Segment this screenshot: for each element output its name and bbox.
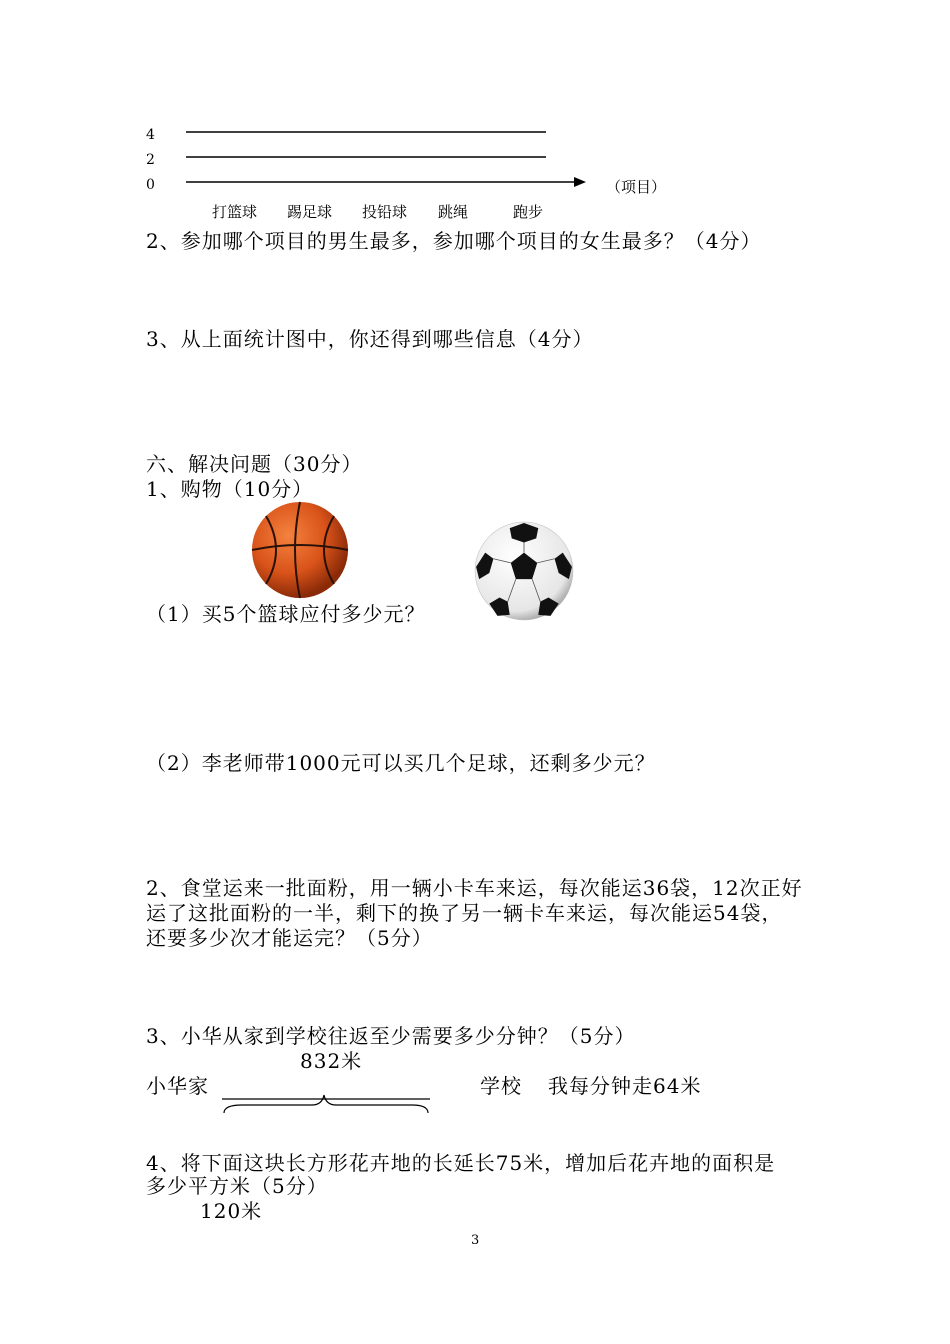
x-axis-arrow-icon [574,177,586,187]
y-tick-0: 0 [146,177,155,193]
problem-1-title: 1、购物（10分） [146,477,314,501]
question-3: 3、从上面统计图中，你还得到哪些信息（4分） [146,327,594,351]
problem-2-line-1: 2、食堂运来一批面粉，用一辆小卡车来运，每次能运36袋，12次正好 [146,876,803,900]
problem-4-length: 120米 [200,1199,263,1223]
problem-4-line-2: 多少平方米（5分） [146,1174,328,1198]
problem-1-part-1: （1）买5个篮球应付多少元？ [146,602,426,626]
problem-3-school-label: 学校 [480,1074,522,1098]
question-2: 2、参加哪个项目的男生最多，参加哪个项目的女生最多？（4分） [146,229,762,253]
soccer-ball-icon [473,520,575,622]
y-tick-2: 2 [146,152,155,168]
problem-2-line-3: 还要多少次才能运完？（5分） [146,926,433,950]
section-6-title: 六、解决问题（30分） [146,452,363,476]
category-label-running: 跑步 [513,203,544,221]
page-number: 3 [471,1233,480,1248]
category-label-shotput: 投铅球 [362,203,408,221]
distance-brace [222,1085,434,1117]
category-label-basketball: 打篮球 [212,203,258,221]
problem-4-line-1: 4、将下面这块长方形花卉地的长延长75米，增加后花卉地的面积是 [146,1151,776,1175]
problem-1-part-2: （2）李老师带1000元可以买几个足球，还剩多少元？ [146,751,656,775]
category-label-soccer: 踢足球 [287,203,333,221]
basketball-icon [250,500,350,600]
problem-3-speed: 我每分钟走64米 [548,1074,702,1098]
category-label-jumprope: 跳绳 [438,203,469,221]
problem-3-title: 3、小华从家到学校往返至少需要多少分钟？（5分） [146,1024,636,1048]
problem-3-distance: 832米 [300,1049,363,1073]
x-axis-label: （项目） [606,178,667,196]
problem-3-home-label: 小华家 [146,1074,209,1098]
problem-2-line-2: 运了这批面粉的一半，剩下的换了另一辆卡车来运，每次能运54袋， [146,901,783,925]
y-tick-4: 4 [146,127,155,143]
